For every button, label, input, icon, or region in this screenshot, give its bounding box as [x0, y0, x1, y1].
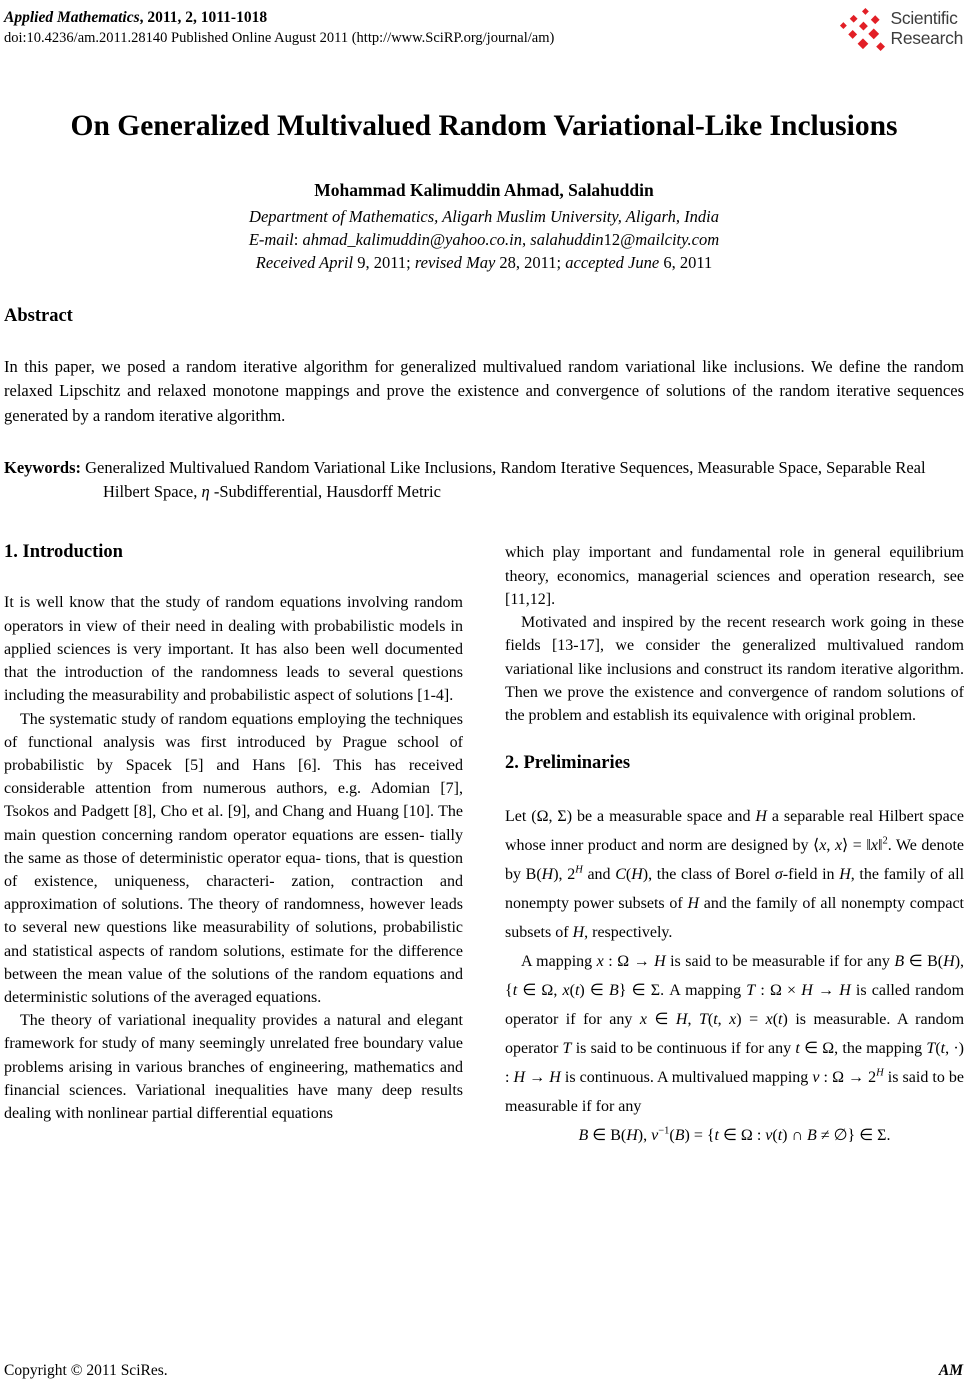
section-heading-introduction: 1. Introduction [4, 542, 123, 563]
publisher-name-line2: Research [890, 27, 963, 48]
received-line: Received April 9, 2011; revised May 28, 2011; accepted June 6, 2011 [255, 253, 713, 272]
scirp-diamonds-icon [837, 6, 886, 54]
journal-header-text [4, 6, 554, 48]
abstract-heading: Abstract [4, 306, 73, 326]
publisher-name [891, 6, 964, 48]
publisher-name-line1: Scientific [890, 8, 958, 28]
measurability-equation: B ∈ B(H), $v^{-1}(B) = \{t$ ∈ Ω : v(t) ∩ B ≠ ∅} ∈ Σ. [578, 1125, 891, 1145]
affiliation-line: Department of Mathematics, Aligarh Muslim University, Aligarh, India [249, 207, 719, 226]
journal-title-line [4, 8, 554, 27]
copyright-text: Copyright © 2011 SciRes. [4, 1362, 168, 1379]
paper-title: On Generalized Multivalued Random Variational-Like Inclusions [70, 110, 898, 142]
intro-paragraph-2: The systematic study of random equations employing the techniques of functional analysis was first introduced by Prague school of probabilistic by Spacek [5] and Hans [6]. This has received considerable attention from numerous authors, e.g. Adomian [7], Tsokos and Padgett [8], Cho et al. [9], and Chang and Huang [10]. The main question concerning random operator equations are essen- tially the same as those of deterministic operator equa- tions, that is question of existence, uniqueness, characteri- zation, contraction and approximation of solutions. The theory of randomness, however leads to several new questions like measurability of solutions, probabilistic and statistical aspects of random solutions, estimate for the difference between the mean value of the solutions of the random equations and deterministic solutions of the averaged equations. [4, 710, 463, 1006]
left-column [4, 541, 463, 1151]
page-footer [4, 1361, 963, 1380]
intro-paragraph-4: which play important and fundamental role in general equilibrium theory, economics, managerial sciences and operation research, see [11,12]. [505, 544, 964, 608]
keywords-block [4, 456, 964, 505]
body-columns [4, 541, 964, 1151]
keywords-label: Keywords: [4, 457, 81, 477]
abstract-text: In this paper, we posed a random iterative algorithm for generalized multivalued random variational like inclusions. We define the random relaxed Lipschitz and relaxed monotone mappings and prove the existence and convergence of solutions of the random iterative sequences generated by a random iterative algorithm. [4, 357, 964, 425]
preliminaries-paragraph-2: A mapping x : Ω → H is said to be measurable if for any B ∈ B(H), {t ∈ Ω, x(t) ∈ B} ∈ Σ. A mapping T : Ω × H → H is called random operator if for any x ∈ H, T(t, x) = x(t) is measurable. A random operator T is said to be continuous if for any t ∈ Ω, the mapping T(t, ·) : H → H is continuous. A multivalued mapping v : $\Omega \to 2^H$ is said to be measurable if for any [505, 953, 965, 1116]
intro-paragraph-5: Motivated and inspired by the recent research work going in these fields [13-17], we consider the generalized multivalued random variational like inclusions and construct its random iterative algorithm. Then we prove the existence and convergence of random solutions of the problem and establish its equivalence with original problem. [505, 614, 964, 724]
journal-code: AM [938, 1362, 963, 1379]
journal-issue-info: , 2011, 2, 1011-1018 [139, 9, 268, 26]
journal-header [4, 6, 964, 54]
doi-line: doi:10.4236/am.2011.28140 Published Online August 2011 (http://www.SciRP.org/journal/am) [4, 30, 555, 46]
preliminaries-paragraph-1: Let (Ω, Σ) be a measurable space and H a separable real Hilbert space whose inner product and norm are designed by ⟨x, x⟩ = ‖x‖$^2$. We denote by B(H), $2^H$ and C(H), the class of Borel σ-field in H, the family of all nonempty power subsets of H and the family of all nonempty compact subsets of H, respectively. [505, 808, 965, 942]
authors-line: Mohammad Kalimuddin Ahmad, Salahuddin [314, 180, 654, 200]
publisher-logo [837, 6, 964, 54]
email-line: E-mail: ahmad_kalimuddin@yahoo.co.in, salahuddin12@mailcity.com [248, 230, 720, 249]
right-column [505, 541, 964, 1151]
journal-name: Applied Mathematics [4, 9, 140, 26]
intro-paragraph-3: The theory of variational inequality provides a natural and elegant framework for study of many seemingly unrelated free boundary value problems arising in various branches of engineering, mathematics and financial sciences. Variational inequalities have many deep results dealing with nonlinear partial differential equations [4, 1012, 463, 1122]
section-heading-preliminaries: 2. Preliminaries [505, 753, 631, 774]
intro-paragraph-1: It is well know that the study of random equations involving random operators in view of their need in dealing with probabilistic models in applied sciences is very important. It has also been well documented that the introduction of the randomness leads to several questions including the measurability and probabilistic aspect of solutions [1-4]. [4, 594, 463, 705]
keywords-text: Generalized Multivalued Random Variational Like Inclusions, Random Iterative Sequences, Measurable Space, Separable Real Hilbert Space, η -Subdifferential, Hausdorff Metric [85, 457, 926, 502]
